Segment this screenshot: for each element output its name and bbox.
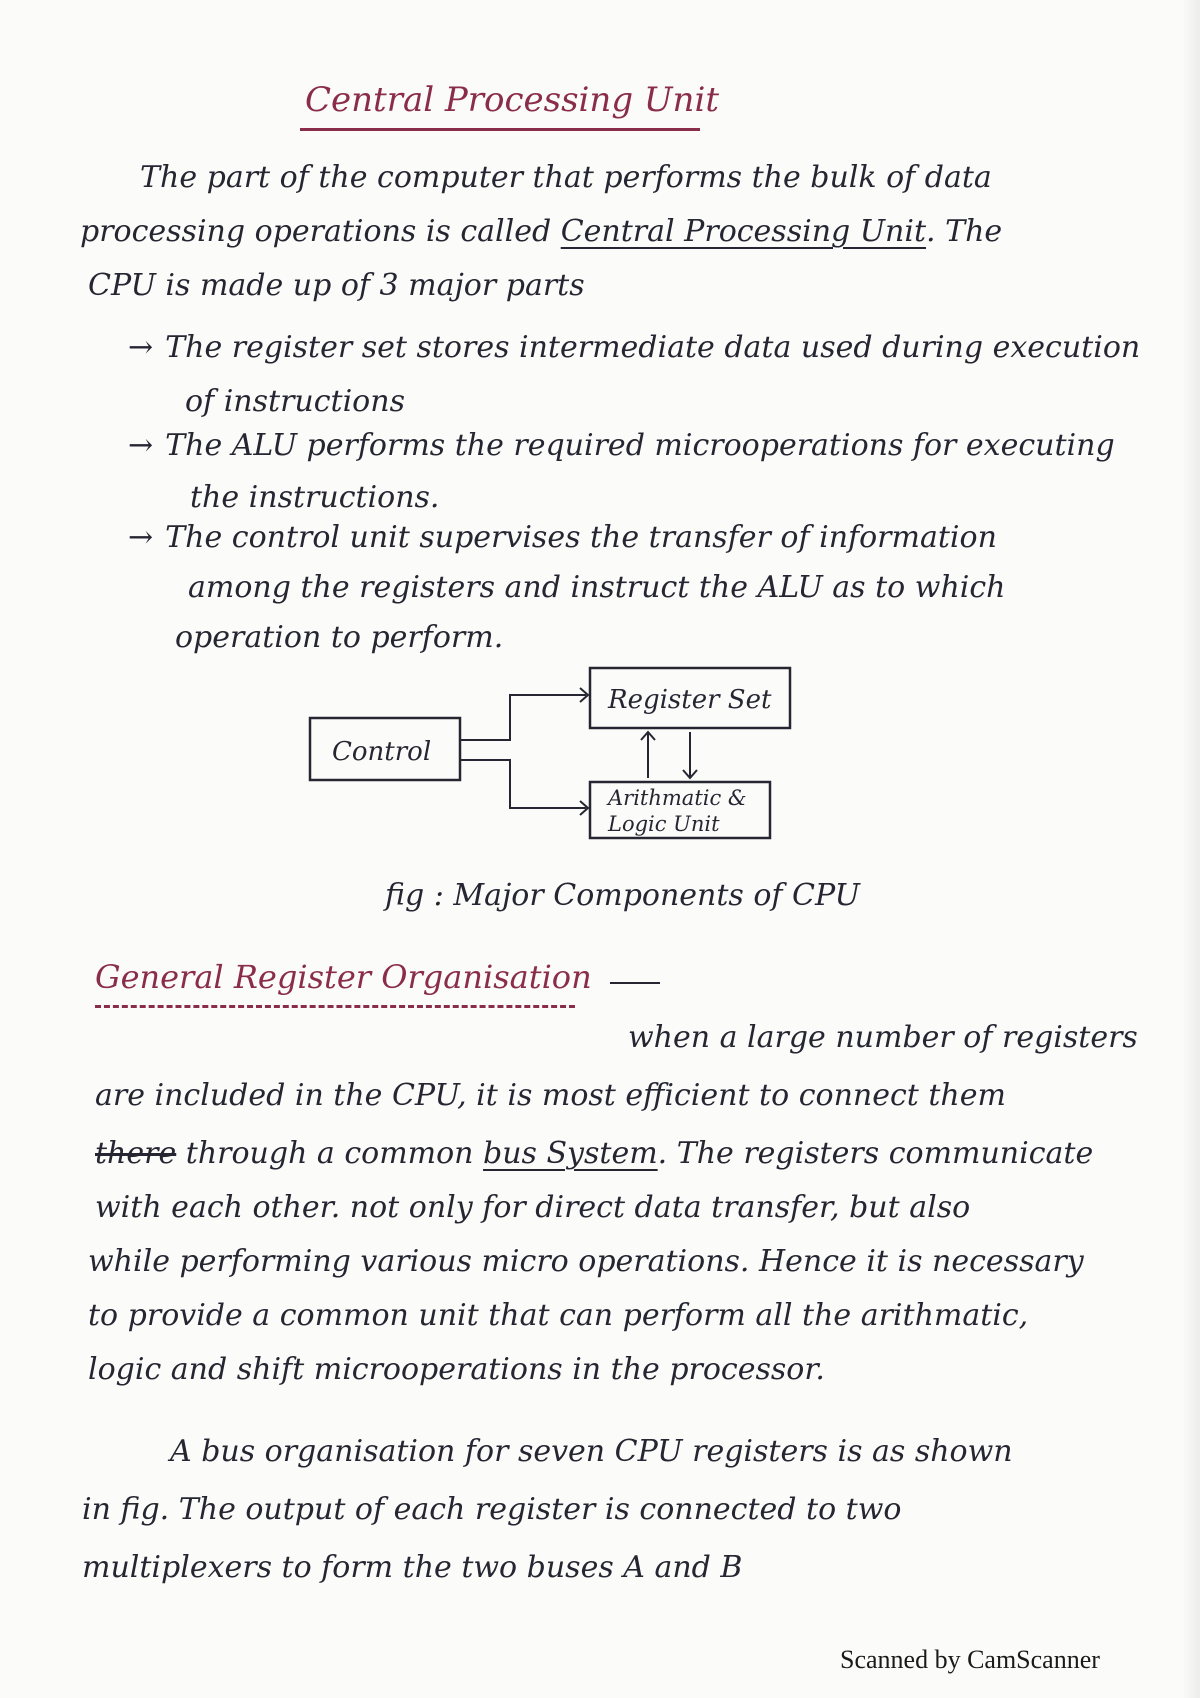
heading-dash (610, 982, 660, 984)
para-1-line-3-text: through a common (176, 1136, 484, 1171)
alu-label-line-1: Arithmatic & (608, 786, 747, 810)
para-2-line-1: A bus organisation for seven CPU registers is as shown (170, 1434, 1013, 1469)
intro-line-2-highlight: Central Processing Unit (560, 214, 927, 249)
alu-box (590, 782, 770, 838)
intro-line-1: The part of the computer that performs the bulk of data (140, 160, 992, 195)
control-to-alu-line (460, 760, 586, 808)
bullet-2-text: The ALU performs the required microoperations for executing (165, 428, 1115, 463)
bullet-3-line-1 (128, 520, 997, 555)
cpu-components-diagram (290, 650, 810, 860)
para-1-line-5: while performing various micro operations. Hence it is necessary (88, 1244, 1084, 1279)
control-box (310, 718, 460, 780)
page-edge-shadow (1182, 0, 1200, 1698)
alu-label-line-2: Logic Unit (608, 812, 720, 836)
figure-caption: fig : Major Components of CPU (385, 878, 860, 913)
intro-line-2 (80, 214, 1002, 249)
para-1-line-2: are included in the CPU, it is most efficient to connect them (95, 1078, 1006, 1113)
bullet-1-text: The register set stores intermediate data used during execution (165, 330, 1141, 365)
bullet-3-line-3: operation to perform. (175, 620, 504, 655)
section-heading: General Register Organisation (95, 958, 592, 996)
arrow-right-icon: → (128, 330, 154, 365)
bullet-1-line-2: of instructions (185, 384, 405, 419)
para-2-line-2: in fig. The output of each register is connected to two (82, 1492, 902, 1527)
bullet-3-line-2: among the registers and instruct the ALU as to which (188, 570, 1006, 605)
intro-line-2-end: . The (926, 214, 1003, 249)
arrow-right-icon: → (128, 428, 154, 463)
bullet-2-line-2: the instructions. (190, 480, 440, 515)
para-1-line-6: to provide a common unit that can perform all the arithmatic, (88, 1298, 1029, 1333)
bullet-3-text: The control unit supervises the transfer of information (165, 520, 997, 555)
para-1-line-3-end: . The registers communicate (657, 1136, 1094, 1171)
scanner-watermark: Scanned by CamScanner (840, 1645, 1100, 1674)
para-1-line-4: with each other. not only for direct data transfer, but also (95, 1190, 971, 1225)
bullet-1-line-1 (128, 330, 1140, 365)
para-1-line-1: when a large number of registers (628, 1020, 1138, 1055)
page-title: Central Processing Unit (305, 80, 719, 120)
bullet-2-line-1 (128, 428, 1115, 463)
control-label: Control (332, 737, 432, 767)
intro-line-2-text: processing operations is called (80, 214, 561, 249)
register-set-box (590, 668, 790, 728)
register-set-label: Register Set (608, 685, 772, 715)
intro-line-3: CPU is made up of 3 major parts (88, 268, 585, 303)
arrow-right-icon: → (128, 520, 154, 555)
bus-system-highlight: bus System (483, 1136, 658, 1171)
title-underline (300, 128, 700, 131)
control-to-register-line (460, 695, 586, 740)
heading-underline (95, 1005, 575, 1008)
para-1-line-7: logic and shift microoperations in the processor. (88, 1352, 825, 1387)
para-1-line-3 (95, 1136, 1093, 1171)
struck-word: there (95, 1136, 177, 1171)
para-2-line-3: multiplexers to form the two buses A and B (82, 1550, 743, 1585)
